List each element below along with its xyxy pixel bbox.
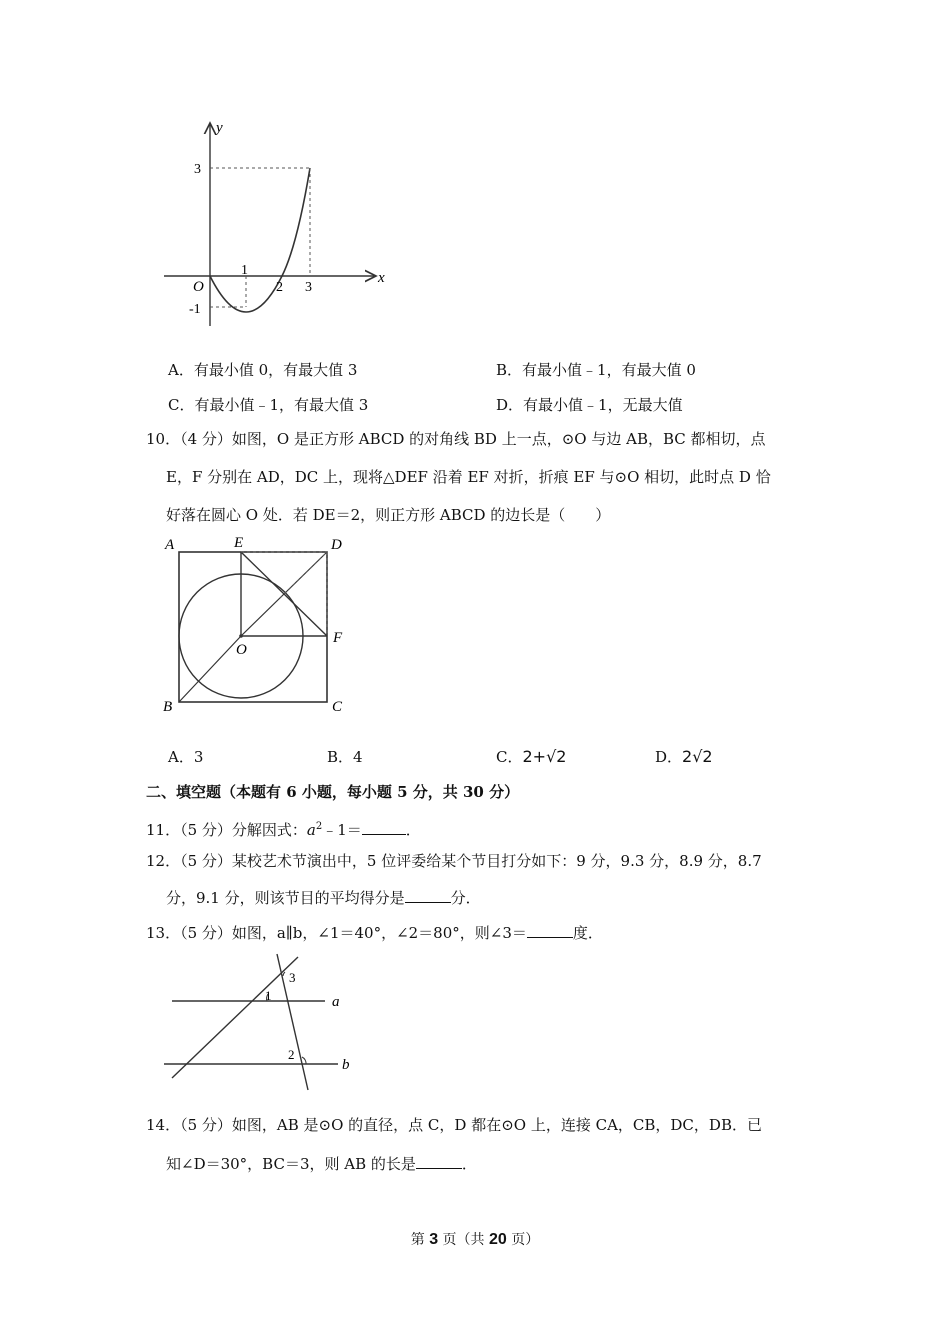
tick-label: 2 <box>276 280 283 295</box>
parabola-graph <box>160 118 400 343</box>
q11-end: ． <box>405 821 421 839</box>
q14-text-line1: 14．（5 分）如图，AB 是⊙O 的直径，点 C，D 都在⊙O 上，连接 CA，CB，DC，DB．已 <box>146 1116 762 1134</box>
q12-text-line2 <box>166 887 481 908</box>
q11-prefix: 11．（5 分）分解因式： <box>146 821 307 839</box>
label-c: C <box>332 699 343 715</box>
origin-label: O <box>193 279 204 295</box>
q12-text-line1: 12．（5 分）某校艺术节演出中，5 位评委给某个节目打分如下：9 分，9.3 分，8.9 分，8.7 <box>146 852 762 870</box>
footer-prefix: 第 <box>410 1232 430 1248</box>
tick-label: 1 <box>241 263 248 278</box>
q14-answer-blank[interactable] <box>416 1153 462 1169</box>
q11-answer-blank[interactable] <box>362 819 406 835</box>
q9-option-d: D．有最小值﹣1，无最大值 <box>496 396 683 414</box>
q12-line2-end: 分． <box>450 889 481 907</box>
q11-rest: ﹣1＝ <box>322 821 362 839</box>
q12-line2-text: 分，9.1 分，则该节目的平均得分是 <box>166 889 405 907</box>
q14-text-line2 <box>166 1153 477 1174</box>
angle-label-2: 2 <box>288 1047 295 1062</box>
parallel-lines-figure <box>160 950 360 1095</box>
q13-text <box>146 922 603 943</box>
q13-question: 13．（5 分）如图，a∥b，∠1＝40°，∠2＝80°，则∠3＝ <box>146 924 527 942</box>
label-b: B <box>163 699 173 715</box>
page-footer <box>0 1229 950 1249</box>
tick-label: -1 <box>189 302 201 317</box>
angle-arc-2 <box>302 1057 306 1064</box>
label-d: D <box>331 537 342 553</box>
parabola-curve <box>210 168 310 312</box>
angle-arc-3 <box>283 972 285 976</box>
q11-exponent: 2 <box>315 821 323 832</box>
q13-answer-blank[interactable] <box>527 922 573 938</box>
q10-option-d <box>655 747 713 767</box>
label-e: E <box>234 535 244 551</box>
q10-text-line3: 好落在圆心 O 处．若 DE＝2，则正方形 ABCD 的边长是（ ） <box>166 506 611 524</box>
tick-label: 3 <box>305 280 312 295</box>
q14-line2-text: 知∠D＝30°，BC＝3，则 AB 的长是 <box>166 1155 416 1173</box>
q9-option-c: C．有最小值﹣1，有最大值 3 <box>168 396 369 414</box>
square-circle-figure <box>160 530 360 720</box>
line-label-a: a <box>332 994 340 1010</box>
q14-line2-end: ． <box>461 1155 477 1173</box>
label-o: O <box>236 642 247 658</box>
q10-option-a: A．3 <box>168 748 204 766</box>
q9-option-a: A．有最小值 0，有最大值 3 <box>168 361 358 379</box>
label-f: F <box>333 630 343 646</box>
q9-option-b: B．有最小值﹣1，有最大值 0 <box>496 361 696 379</box>
section-heading: 二、填空题（本题有 6 小题，每小题 5 分，共 30 分） <box>146 783 520 801</box>
q10-option-d-math: 2√2 <box>682 747 713 766</box>
q10-option-c-label: C． <box>496 748 523 766</box>
footer-middle: 页（共 <box>438 1232 489 1248</box>
footer-total-pages: 20 <box>489 1231 507 1248</box>
q10-option-d-label: D． <box>655 748 683 766</box>
q12-answer-blank[interactable] <box>405 887 451 903</box>
y-axis-label: y <box>216 120 223 136</box>
x-axis-label: x <box>378 270 385 286</box>
tick-label: 3 <box>194 162 201 177</box>
angle-label-1: 1 <box>265 988 272 1003</box>
q10-text-line1: 10．（4 分）如图，O 是正方形 ABCD 的对角线 BD 上一点，⊙O 与边 AB，BC 都相切，点 <box>146 430 766 448</box>
q10-option-b: B．4 <box>327 748 363 766</box>
angle-label-3: 3 <box>289 970 296 985</box>
q11-var: a <box>306 821 316 839</box>
center-point <box>239 634 243 638</box>
q10-option-c-math: 2+√2 <box>522 747 567 766</box>
footer-suffix: 页） <box>506 1232 540 1248</box>
line-label-b: b <box>342 1057 350 1073</box>
q10-option-c <box>496 747 566 767</box>
footer-page-number: 3 <box>429 1231 439 1248</box>
transversal-1 <box>172 957 298 1078</box>
q11-text <box>146 817 421 840</box>
q10-text-line2: E，F 分别在 AD，DC 上，现将△DEF 沿着 EF 对折，折痕 EF 与⊙O 相切，此时点 D 恰 <box>166 468 771 486</box>
label-a: A <box>165 537 175 553</box>
q13-end: 度． <box>572 924 603 942</box>
